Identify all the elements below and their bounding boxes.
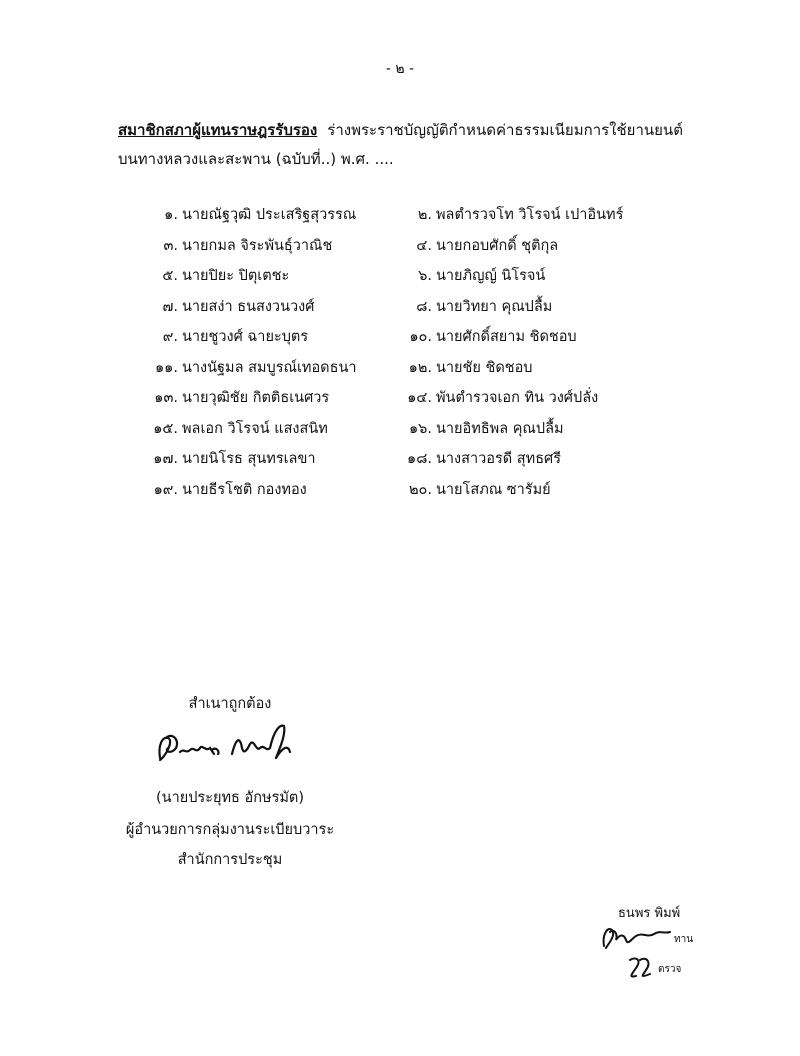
member-number: ๒๐. xyxy=(408,481,432,498)
member-number: ๖. xyxy=(418,268,432,284)
member-number: ๕. xyxy=(162,268,178,284)
member-name: นางสาวอรดี สุทธศรี xyxy=(436,451,562,467)
member-entry xyxy=(148,388,329,408)
checker-role: ตรวจ xyxy=(658,964,682,975)
member-name: นางนัฐมล สมบูรณ์เทอดธนา xyxy=(182,359,357,376)
typist-role: ทาน xyxy=(674,934,694,945)
member-name: นายสง่า ธนสงวนวงศ์ xyxy=(182,298,315,315)
official-signature xyxy=(150,718,300,770)
member-name: นายธีรโชติ กองทอง xyxy=(182,481,307,498)
member-number: ๑๖. xyxy=(408,420,432,437)
member-entry xyxy=(148,205,356,225)
office-name: สำนักการประชุม xyxy=(177,852,283,868)
member-number: ๑๕. xyxy=(153,420,178,437)
member-entry xyxy=(398,449,561,469)
member-entry xyxy=(148,449,316,469)
typist-signature xyxy=(598,920,678,952)
member-entry xyxy=(148,297,314,317)
member-entry xyxy=(148,236,332,256)
certified-copy-label: สำเนาถูกต้อง xyxy=(188,696,272,712)
member-entry xyxy=(398,297,552,317)
member-number: ๑๓. xyxy=(154,390,178,406)
member-list xyxy=(0,205,800,515)
member-number: ๙. xyxy=(162,329,178,345)
member-entry xyxy=(148,358,357,378)
member-name: นายปิยะ ปิตุเตชะ xyxy=(182,268,290,284)
page-number: - ๒ - xyxy=(385,61,415,77)
member-number: ๘. xyxy=(416,298,432,315)
member-name: นายนิโรธ สุนทรเลขา xyxy=(182,451,316,467)
member-name: นายอิทธิพล คุณปลื้ม xyxy=(436,420,564,437)
member-name: พลเอก วิโรจน์ แสงสนิท xyxy=(182,420,328,437)
typist-name: ธนพร พิมพ์ xyxy=(618,906,681,921)
member-name: นายศักดิ์สยาม ชิดชอบ xyxy=(436,329,577,345)
official-position: ผู้อำนวยการกลุ่มงานระเบียบวาระ xyxy=(125,822,335,838)
member-number: ๔. xyxy=(416,237,432,254)
member-number: ๑. xyxy=(164,207,178,223)
member-number: ๑๐. xyxy=(409,329,432,345)
member-number: ๒. xyxy=(417,207,432,223)
member-number: ๑๒. xyxy=(408,359,432,376)
member-name: นายชัย ชิดชอบ xyxy=(436,359,533,376)
member-entry xyxy=(398,358,533,378)
member-number: ๑๑. xyxy=(154,359,178,376)
checker-signature xyxy=(622,952,662,982)
member-entry xyxy=(148,480,307,500)
member-name: นายกมล จิระพันธุ์วาณิช xyxy=(182,237,333,254)
member-number: ๓. xyxy=(163,237,178,254)
member-entry xyxy=(398,388,598,408)
member-entry xyxy=(148,327,308,347)
bill-title-line2: บนทางหลวงและสะพาน (ฉบับที่..) พ.ศ. .... xyxy=(118,150,394,168)
member-entry xyxy=(398,266,545,286)
member-name: นายวิทยา คุณปลื้ม xyxy=(436,298,553,315)
member-name: นายกอบศักดิ์ ชุติกุล xyxy=(436,237,559,254)
member-entry xyxy=(148,266,289,286)
member-entry xyxy=(398,327,577,347)
member-name: นายชูวงศ์ ฉายะบุตร xyxy=(182,329,309,345)
member-entry xyxy=(148,419,328,439)
member-number: ๗. xyxy=(162,298,178,315)
member-number: ๑๙. xyxy=(153,481,178,498)
member-entry xyxy=(398,419,564,439)
member-name: พันตำรวจเอก ทิน วงศ์ปลั่ง xyxy=(436,390,599,406)
member-entry xyxy=(398,205,623,225)
member-number: ๑๔. xyxy=(407,390,432,406)
bill-title-line1: ร่างพระราชบัญญัติกำหนดค่าธรรมเนียมการใช้ยานยนต์ xyxy=(327,121,683,139)
official-name: (นายประยุทธ อักษรมัต) xyxy=(156,790,304,806)
member-number: ๑๘. xyxy=(407,451,432,467)
member-name: นายภิญญ์ นิโรจน์ xyxy=(436,268,546,284)
committee-label: สมาชิกสภาผู้แทนราษฎรรับรอง xyxy=(118,121,318,139)
member-name: นายณัฐวุฒิ ประเสริฐสุวรรณ xyxy=(182,207,357,223)
member-name: นายวุฒิชัย กิตติธเนศวร xyxy=(182,390,330,406)
bill-heading xyxy=(118,116,738,174)
member-name: พลตำรวจโท วิโรจน์ เปาอินทร์ xyxy=(436,207,624,223)
member-number: ๑๗. xyxy=(153,451,178,467)
member-entry xyxy=(398,236,558,256)
member-name: นายโสภณ ซารัมย์ xyxy=(436,481,551,498)
member-entry xyxy=(398,480,551,500)
